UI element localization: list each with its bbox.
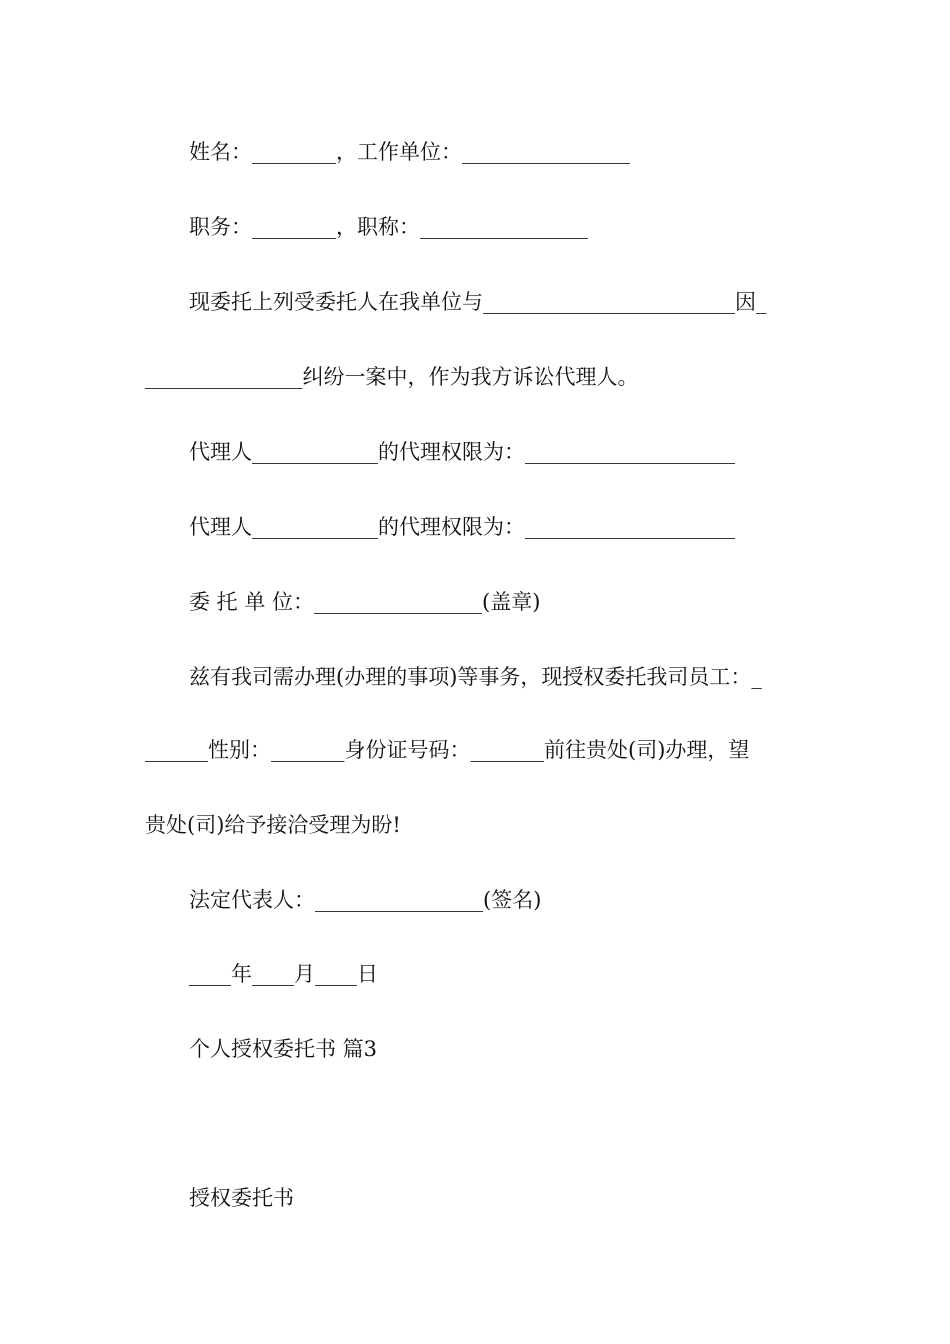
entrusting-unit-seal-line: 委 托 单 位：________________(盖章): [189, 590, 541, 614]
authorization-paragraph-line-1: 兹有我司需办理(办理的事项)等事务，现授权委托我司员工：_: [189, 665, 762, 689]
date-line: ____年____月____日: [189, 962, 378, 986]
entrust-paragraph-line-2: _______________纠纷一案中，作为我方诉讼代理人。: [145, 365, 639, 389]
legal-representative-signature-line: 法定代表人：________________(签名): [189, 888, 542, 912]
authorization-paragraph-line-3: 贵处(司)给予接洽受理为盼!: [145, 813, 401, 837]
section-heading: 个人授权委托书 篇3: [189, 1037, 378, 1061]
document-title: 授权委托书: [189, 1186, 294, 1210]
entrust-paragraph-line-1: 现委托上列受委托人在我单位与________________________因_: [189, 290, 767, 314]
authorization-paragraph-line-2: ______性别：_______身份证号码：_______前往贵处(司)办理，望: [145, 738, 750, 762]
agent-authority-line-1: 代理人____________的代理权限为：____________________: [189, 440, 735, 464]
position-title-line: 职务：________，职称：________________: [189, 215, 588, 239]
agent-authority-line-2: 代理人____________的代理权限为：____________________: [189, 515, 735, 539]
name-work-unit-line: 姓名：________，工作单位：________________: [189, 140, 630, 164]
